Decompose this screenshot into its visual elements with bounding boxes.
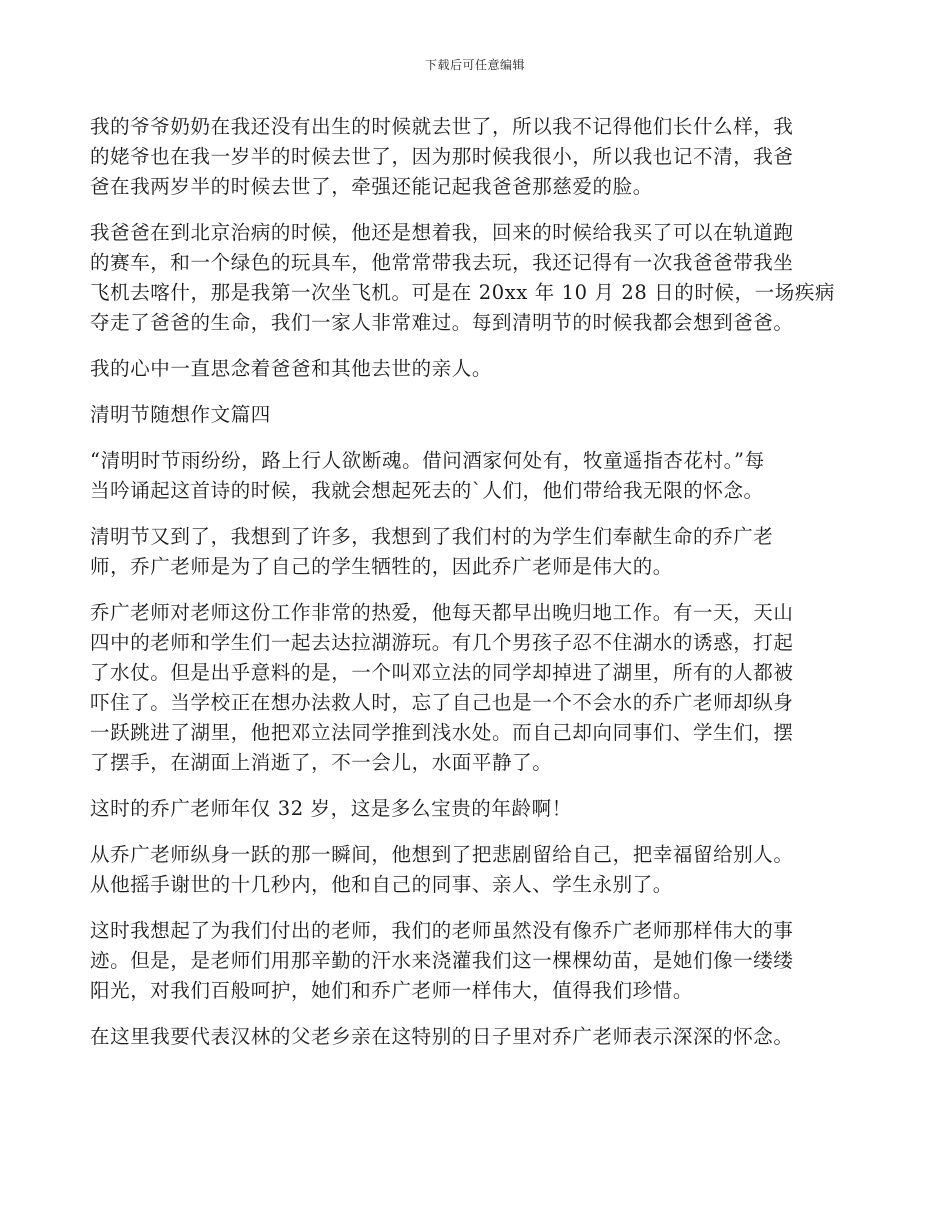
- text-line: 我的爷爷奶奶在我还没有出生的时候就去世了，所以我不记得他们长什么样，我: [90, 115, 794, 138]
- text-line: 夺走了爸爸的生命，我们一家人非常难过。每到清明节的时候我都会想到爸爸。: [90, 311, 794, 334]
- paragraph: [90, 354, 862, 384]
- section-title: [90, 400, 862, 430]
- text-line: 这时我想起了为我们付出的老师，我们的老师虽然没有像乔广老师那样伟大的事: [90, 919, 794, 942]
- paragraph: [90, 916, 862, 1006]
- paragraph: [90, 446, 862, 506]
- text-line: 当吟诵起这首诗的时候，我就会想起死去的`人们，他们带给我无限的怀念。: [90, 479, 764, 502]
- text-line: 乔广老师对老师这份工作非常的热爱，他每天都早出晚归地工作。有一天，天山: [90, 601, 794, 624]
- paragraph: [90, 112, 862, 202]
- text-line: 的姥爷也在我一岁半的时候去世了，因为那时候我很小，所以我也记不清，我爸: [90, 145, 794, 168]
- text-line: 爸在我两岁半的时候去世了，牵强还能记起我爸爸那慈爱的脸。: [90, 175, 653, 198]
- text-line: 从乔广老师纵身一跃的那一瞬间，他想到了把悲剧留给自己，把幸福留给别人。: [90, 843, 794, 866]
- text-line: 了摆手，在湖面上消逝了，不一会儿，水面平静了。: [90, 751, 553, 774]
- text-line: 我的心中一直思念着爸爸和其他去世的亲人。: [90, 357, 493, 380]
- text-line: 迹。但是，是老师们用那辛勤的汗水来浇灌我们这一棵棵幼苗，是她们像一缕缕: [90, 949, 794, 972]
- paragraph: [90, 218, 862, 338]
- paragraph: [90, 840, 862, 900]
- text-line: 清明节随想作文篇四: [90, 403, 271, 426]
- text-line: 我爸爸在到北京治病的时候，他还是想着我，回来的时候给我买了可以在轨道跑: [90, 221, 794, 244]
- text-line: 飞机去喀什，那是我第一次坐飞机。可是在 20xx 年 10 月 28 日的时候，一场疾病: [90, 281, 836, 304]
- text-line: 在这里我要代表汉林的父老乡亲在这特别的日子里对乔广老师表示深深的怀念。: [90, 1025, 794, 1048]
- paragraph: [90, 522, 862, 582]
- paragraph: [90, 794, 862, 824]
- page-header: 下载后可任意编辑: [424, 58, 525, 72]
- text-line: 一跃跳进了湖里，他把邓立法同学推到浅水处。而自己却向同事们、学生们，摆: [90, 721, 794, 744]
- text-line: 的赛车，和一个绿色的玩具车，他常常带我去玩，我还记得有一次我爸爸带我坐: [90, 251, 794, 274]
- text-line: 阳光，对我们百般呵护，她们和乔广老师一样伟大，值得我们珍惜。: [90, 979, 694, 1002]
- text-line: 了水仗。但是出乎意料的是，一个叫邓立法的同学却掉进了湖里，所有的人都被: [90, 661, 794, 684]
- text-line: 这时的乔广老师年仅 32 岁，这是多么宝贵的年龄啊！: [90, 797, 572, 820]
- text-line: 从他摇手谢世的十几秒内，他和自己的同事、亲人、学生永别了。: [90, 873, 673, 896]
- paragraph: [90, 1022, 862, 1052]
- text-line: 四中的老师和学生们一起去达拉湖游玩。有几个男孩子忍不住湖水的诱惑，打起: [90, 631, 794, 654]
- text-line: “清明时节雨纷纷，路上行人欲断魂。借问酒家何处有，牧童遥指杏花村。”每: [90, 449, 765, 472]
- document-body: [90, 112, 862, 1068]
- text-line: 师，乔广老师是为了自己的学生牺牲的，因此乔广老师是伟大的。: [90, 555, 673, 578]
- text-line: 清明节又到了，我想到了许多，我想到了我们村的为学生们奉献生命的乔广老: [90, 525, 774, 548]
- paragraph: [90, 598, 862, 778]
- text-line: 吓住了。当学校正在想办法救人时，忘了自己也是一个不会水的乔广老师却纵身: [90, 691, 794, 714]
